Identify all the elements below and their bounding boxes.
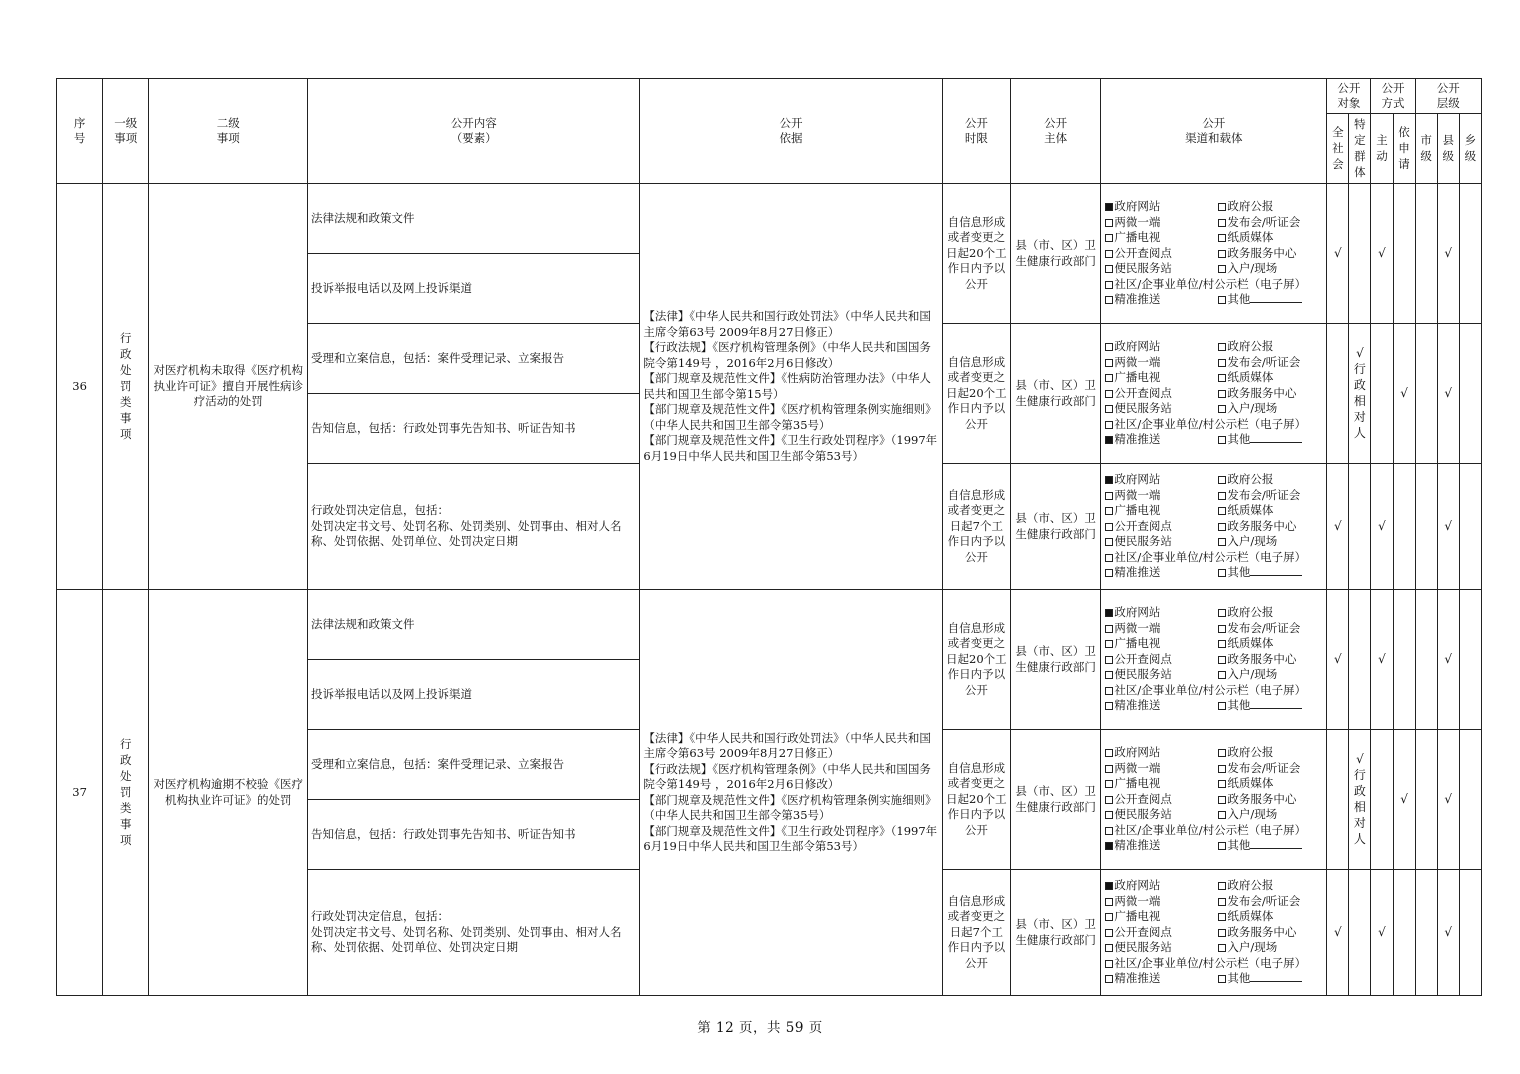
channel-cell — [1101, 464, 1327, 590]
checkbox-icon — [1105, 944, 1113, 952]
check-cell — [1459, 870, 1481, 996]
checkbox-icon — [1218, 374, 1226, 382]
header-level-town: 乡级 — [1464, 133, 1477, 164]
channel-option-gazette: 政府公报 — [1218, 878, 1323, 894]
check-cell — [1327, 464, 1349, 590]
checkbox-icon — [1218, 390, 1226, 398]
channel-option-wechat: 两微一端 — [1105, 761, 1218, 777]
checkbox-icon — [1105, 374, 1113, 382]
checkbox-icon — [1218, 569, 1226, 577]
channel-option-door: 入户/现场 — [1218, 940, 1323, 956]
channel-option-reading-point: 公开查阅点 — [1105, 652, 1218, 668]
checkbox-icon — [1218, 913, 1226, 921]
checkbox-icon — [1105, 811, 1113, 819]
header-subject: 公开 主体 — [1010, 79, 1100, 184]
checkbox-icon — [1218, 507, 1226, 515]
check-cell — [1437, 730, 1459, 870]
check-cell — [1327, 870, 1349, 996]
channel-option-gazette: 政府公报 — [1218, 745, 1323, 761]
checkbox-icon — [1218, 780, 1226, 788]
checkbox-icon — [1218, 640, 1226, 648]
content-cell: 受理和立案信息，包括：案件受理记录、立案报告 — [308, 324, 640, 394]
check-cell — [1415, 324, 1437, 464]
channel-option-door: 入户/现场 — [1218, 667, 1323, 683]
checkbox-icon — [1218, 975, 1226, 983]
check-cell — [1459, 730, 1481, 870]
channel-option-push: 精准推送 — [1105, 838, 1218, 854]
header-mode-active: 主动 — [1376, 133, 1388, 164]
table-row — [57, 184, 1482, 254]
check-mark: √ 行政相对人 — [1353, 346, 1366, 441]
check-cell — [1459, 324, 1481, 464]
channel-option-push: 精准推送 — [1105, 698, 1218, 714]
channel-option-convenience: 便民服务站 — [1105, 667, 1218, 683]
check-cell — [1393, 184, 1415, 324]
checkbox-icon — [1105, 219, 1113, 227]
channel-option-press: 发布会/听证会 — [1218, 488, 1323, 504]
channel-option-reading-point: 公开查阅点 — [1105, 925, 1218, 941]
checkbox-icon — [1105, 780, 1113, 788]
channel-option-convenience: 便民服务站 — [1105, 807, 1218, 823]
content-cell: 投诉举报电话以及网上投诉渠道 — [308, 254, 640, 324]
channel-option-other: 其他 — [1218, 838, 1323, 854]
checkbox-icon — [1105, 656, 1113, 664]
channel-option-service-center: 政务服务中心 — [1218, 246, 1323, 262]
checkbox-icon — [1218, 749, 1226, 757]
channel-option-broadcast: 广播电视 — [1105, 909, 1218, 925]
checkbox-icon — [1218, 405, 1226, 413]
check-cell — [1415, 464, 1437, 590]
channel-option-website: 政府网站 — [1105, 339, 1218, 355]
header-target: 公开 对象 — [1327, 79, 1371, 114]
channel-option-service-center: 政务服务中心 — [1218, 519, 1323, 535]
check-cell — [1459, 184, 1481, 324]
channel-option-reading-point: 公开查阅点 — [1105, 386, 1218, 402]
subject-cell: 县（市、区）卫生健康行政部门 — [1010, 590, 1100, 730]
content-cell: 行政处罚决定信息，包括： 处罚决定书文号、处罚名称、处罚类别、处罚事由、相对人名称、处罚依据、处罚单位、处罚决定日期 — [308, 464, 640, 590]
checkbox-icon — [1218, 343, 1226, 351]
check-mark: √ — [1378, 924, 1386, 939]
check-mark: √ — [1378, 245, 1386, 260]
channel-option-website: 政府网站 — [1105, 745, 1218, 761]
channel-option-gazette: 政府公报 — [1218, 472, 1323, 488]
checkbox-icon — [1218, 234, 1226, 242]
channel-option-other: 其他 — [1218, 565, 1323, 581]
header-content: 公开内容 （要素） — [308, 79, 640, 184]
channel-cell — [1101, 870, 1327, 996]
checkbox-icon — [1218, 929, 1226, 937]
channel-option-bulletin: 社区/企事业单位/村公示栏（电子屏） — [1105, 550, 1323, 566]
checkbox-icon — [1218, 882, 1226, 890]
channel-option-service-center: 政务服务中心 — [1218, 386, 1323, 402]
check-cell — [1371, 870, 1393, 996]
channel-option-press: 发布会/听证会 — [1218, 621, 1323, 637]
channel-option-paper: 纸质媒体 — [1218, 230, 1323, 246]
check-cell — [1371, 184, 1393, 324]
channel-option-broadcast: 广播电视 — [1105, 636, 1218, 652]
check-cell — [1371, 324, 1393, 464]
check-cell — [1393, 730, 1415, 870]
check-cell — [1393, 870, 1415, 996]
check-mark: √ — [1400, 385, 1408, 400]
channel-option-door: 入户/现场 — [1218, 807, 1323, 823]
checkbox-icon — [1218, 265, 1226, 273]
channel-option-other: 其他 — [1218, 971, 1323, 987]
check-cell — [1371, 464, 1393, 590]
check-cell — [1437, 464, 1459, 590]
checkbox-icon — [1105, 476, 1113, 484]
channel-option-press: 发布会/听证会 — [1218, 215, 1323, 231]
check-cell — [1437, 870, 1459, 996]
channel-option-door: 入户/现场 — [1218, 261, 1323, 277]
check-cell — [1349, 870, 1371, 996]
check-cell — [1437, 184, 1459, 324]
check-mark: √ — [1444, 791, 1453, 806]
channel-cell — [1101, 324, 1327, 464]
checkbox-icon — [1105, 569, 1113, 577]
channel-option-bulletin: 社区/企事业单位/村公示栏（电子屏） — [1105, 683, 1323, 699]
check-mark: √ — [1444, 924, 1453, 939]
check-cell — [1437, 324, 1459, 464]
checkbox-icon — [1105, 538, 1113, 546]
checkbox-icon — [1218, 359, 1226, 367]
checkbox-icon — [1218, 523, 1226, 531]
channel-option-wechat: 两微一端 — [1105, 894, 1218, 910]
channel-option-press: 发布会/听证会 — [1218, 894, 1323, 910]
item-seq: 37 — [57, 590, 103, 996]
checkbox-icon — [1105, 492, 1113, 500]
channel-option-wechat: 两微一端 — [1105, 215, 1218, 231]
checkbox-icon — [1105, 960, 1113, 968]
checkbox-icon — [1218, 203, 1226, 211]
channel-option-reading-point: 公开查阅点 — [1105, 792, 1218, 808]
channel-option-broadcast: 广播电视 — [1105, 776, 1218, 792]
checkbox-icon — [1105, 343, 1113, 351]
checkbox-icon — [1218, 765, 1226, 773]
channel-option-reading-point: 公开查阅点 — [1105, 246, 1218, 262]
checkbox-icon — [1105, 842, 1113, 850]
header-time: 公开 时限 — [942, 79, 1010, 184]
channel-option-gazette: 政府公报 — [1218, 605, 1323, 621]
header-mode-request: 依申请 — [1398, 125, 1410, 172]
check-cell — [1415, 590, 1437, 730]
check-cell — [1371, 730, 1393, 870]
subject-cell: 县（市、区）卫生健康行政部门 — [1010, 464, 1100, 590]
checkbox-icon — [1218, 492, 1226, 500]
subject-cell: 县（市、区）卫生健康行政部门 — [1010, 324, 1100, 464]
check-mark: √ — [1333, 245, 1342, 260]
channel-option-convenience: 便民服务站 — [1105, 534, 1218, 550]
check-cell — [1327, 184, 1349, 324]
check-mark: √ 行政相对人 — [1353, 752, 1366, 847]
item-level1: 行政处罚类事项 — [120, 737, 132, 848]
header-level-city: 市级 — [1420, 133, 1432, 164]
channel-option-paper: 纸质媒体 — [1218, 370, 1323, 386]
channel-options — [1104, 878, 1323, 987]
channel-option-wechat: 两微一端 — [1105, 355, 1218, 371]
channel-option-paper: 纸质媒体 — [1218, 776, 1323, 792]
checkbox-icon — [1218, 625, 1226, 633]
check-cell — [1327, 324, 1349, 464]
check-mark: √ — [1333, 518, 1342, 533]
channel-option-other: 其他 — [1218, 432, 1323, 448]
subject-cell: 县（市、区）卫生健康行政部门 — [1010, 730, 1100, 870]
channel-option-convenience: 便民服务站 — [1105, 401, 1218, 417]
checkbox-icon — [1105, 687, 1113, 695]
time-cell: 自信息形成或者变更之日起7个工作日内予以公开 — [942, 464, 1010, 590]
channel-option-push: 精准推送 — [1105, 565, 1218, 581]
item-level1: 行政处罚类事项 — [120, 331, 132, 442]
item-level2: 对医疗机构未取得《医疗机构执业许可证》擅自开展性病诊疗活动的处罚 — [149, 184, 308, 590]
checkbox-icon — [1105, 507, 1113, 515]
channel-options — [1104, 745, 1323, 854]
checkbox-icon — [1218, 702, 1226, 710]
checkbox-icon — [1105, 390, 1113, 398]
disclosure-table — [56, 78, 1482, 996]
checkbox-icon — [1218, 811, 1226, 819]
header-target-all: 全社会 — [1332, 125, 1344, 172]
channel-option-reading-point: 公开查阅点 — [1105, 519, 1218, 535]
channel-options — [1104, 199, 1323, 308]
checkbox-icon — [1105, 827, 1113, 835]
check-cell — [1415, 870, 1437, 996]
channel-option-push: 精准推送 — [1105, 971, 1218, 987]
channel-option-service-center: 政务服务中心 — [1218, 925, 1323, 941]
basis-cell: 【法律】《中华人民共和国行政处罚法》（中华人民共和国主席令第63号 2009年8月27日修正） 【行政法规】《医疗机构管理条例》（中华人民共和国国务院令第149号 ，2016年2月6日修改） 【部门规章及规范性文件】《医疗机构管理条例实施细则》（中华人民共和国卫生部令第35号） 【部门规章及规范性文件】《卫生行政处罚程序》（1997年6月19日中华人民共和国卫生部令第53号） — [640, 590, 942, 996]
checkbox-icon — [1218, 436, 1226, 444]
content-cell: 告知信息，包括：行政处罚事先告知书、听证告知书 — [308, 800, 640, 870]
channel-option-press: 发布会/听证会 — [1218, 355, 1323, 371]
checkbox-icon — [1105, 625, 1113, 633]
page-footer: 第 12 页，共 59 页 — [697, 1020, 823, 1036]
checkbox-icon — [1218, 842, 1226, 850]
checkbox-icon — [1105, 436, 1113, 444]
check-cell — [1349, 464, 1371, 590]
channel-option-gazette: 政府公报 — [1218, 339, 1323, 355]
checkbox-icon — [1218, 296, 1226, 304]
checkbox-icon — [1218, 671, 1226, 679]
time-cell: 自信息形成或者变更之日起20个工作日内予以公开 — [942, 184, 1010, 324]
channel-option-bulletin: 社区/企事业单位/村公示栏（电子屏） — [1105, 956, 1323, 972]
time-cell: 自信息形成或者变更之日起20个工作日内予以公开 — [942, 730, 1010, 870]
check-cell — [1327, 730, 1349, 870]
channel-cell — [1101, 590, 1327, 730]
channel-option-paper: 纸质媒体 — [1218, 503, 1323, 519]
check-mark: √ — [1444, 518, 1453, 533]
checkbox-icon — [1105, 882, 1113, 890]
checkbox-icon — [1105, 359, 1113, 367]
check-cell — [1459, 590, 1481, 730]
checkbox-icon — [1105, 640, 1113, 648]
channel-option-service-center: 政务服务中心 — [1218, 792, 1323, 808]
check-cell — [1415, 730, 1437, 870]
channel-option-door: 入户/现场 — [1218, 401, 1323, 417]
channel-cell — [1101, 184, 1327, 324]
check-cell — [1349, 324, 1371, 464]
checkbox-icon — [1105, 554, 1113, 562]
checkbox-icon — [1218, 944, 1226, 952]
check-cell — [1437, 590, 1459, 730]
channel-option-other: 其他 — [1218, 698, 1323, 714]
checkbox-icon — [1105, 203, 1113, 211]
check-cell — [1371, 590, 1393, 730]
checkbox-icon — [1218, 250, 1226, 258]
channel-options — [1104, 472, 1323, 581]
time-cell: 自信息形成或者变更之日起20个工作日内予以公开 — [942, 590, 1010, 730]
checkbox-icon — [1105, 796, 1113, 804]
channel-option-website: 政府网站 — [1105, 878, 1218, 894]
time-cell: 自信息形成或者变更之日起7个工作日内予以公开 — [942, 870, 1010, 996]
check-mark: √ — [1333, 651, 1342, 666]
check-mark: √ — [1378, 518, 1386, 533]
checkbox-icon — [1105, 702, 1113, 710]
checkbox-icon — [1218, 796, 1226, 804]
time-cell: 自信息形成或者变更之日起20个工作日内予以公开 — [942, 324, 1010, 464]
header-basis: 公开 依据 — [640, 79, 942, 184]
content-cell: 告知信息，包括：行政处罚事先告知书、听证告知书 — [308, 394, 640, 464]
checkbox-icon — [1105, 765, 1113, 773]
check-cell — [1349, 590, 1371, 730]
checkbox-icon — [1218, 538, 1226, 546]
check-cell — [1459, 464, 1481, 590]
channel-option-broadcast: 广播电视 — [1105, 230, 1218, 246]
check-mark: √ — [1333, 924, 1342, 939]
channel-option-other: 其他 — [1218, 292, 1323, 308]
header-seq: 序 号 — [57, 79, 103, 184]
header-level1: 一级 事项 — [103, 79, 149, 184]
channel-cell — [1101, 730, 1327, 870]
check-cell — [1415, 184, 1437, 324]
content-cell: 法律法规和政策文件 — [308, 590, 640, 660]
checkbox-icon — [1105, 405, 1113, 413]
content-cell: 受理和立案信息，包括：案件受理记录、立案报告 — [308, 730, 640, 800]
channel-option-bulletin: 社区/企事业单位/村公示栏（电子屏） — [1105, 823, 1323, 839]
channel-option-convenience: 便民服务站 — [1105, 940, 1218, 956]
channel-option-convenience: 便民服务站 — [1105, 261, 1218, 277]
header-target-specific: 特定群体 — [1354, 117, 1366, 180]
checkbox-icon — [1218, 476, 1226, 484]
channel-option-paper: 纸质媒体 — [1218, 909, 1323, 925]
channel-option-broadcast: 广播电视 — [1105, 503, 1218, 519]
checkbox-icon — [1105, 296, 1113, 304]
header-level2: 二级 事项 — [149, 79, 308, 184]
table-row — [57, 590, 1482, 660]
check-cell — [1327, 590, 1349, 730]
checkbox-icon — [1105, 281, 1113, 289]
basis-cell: 【法律】《中华人民共和国行政处罚法》（中华人民共和国主席令第63号 2009年8月27日修正） 【行政法规】《医疗机构管理条例》（中华人民共和国国务院令第149号 ，2016年2月6日修改） 【部门规章及规范性文件】《性病防治管理办法》（中华人民共和国卫生部令第15号） 【部门规章及规范性文件】《医疗机构管理条例实施细则》（中华人民共和国卫生部令第35号） 【部门规章及规范性文件】《卫生行政处罚程序》（1997年6月19日中华人民共和国卫生部令第53号） — [640, 184, 942, 590]
channel-option-bulletin: 社区/企事业单位/村公示栏（电子屏） — [1105, 277, 1323, 293]
checkbox-icon — [1218, 609, 1226, 617]
check-cell — [1393, 590, 1415, 730]
check-mark: √ — [1444, 245, 1453, 260]
check-cell — [1393, 324, 1415, 464]
channel-option-broadcast: 广播电视 — [1105, 370, 1218, 386]
checkbox-icon — [1105, 749, 1113, 757]
channel-option-service-center: 政务服务中心 — [1218, 652, 1323, 668]
item-seq: 36 — [57, 184, 103, 590]
channel-option-push: 精准推送 — [1105, 432, 1218, 448]
check-mark: √ — [1400, 791, 1408, 806]
check-mark: √ — [1444, 385, 1453, 400]
checkbox-icon — [1105, 913, 1113, 921]
channel-option-website: 政府网站 — [1105, 605, 1218, 621]
checkbox-icon — [1105, 975, 1113, 983]
check-mark: √ — [1378, 651, 1386, 666]
checkbox-icon — [1218, 898, 1226, 906]
channel-options — [1104, 339, 1323, 448]
checkbox-icon — [1218, 219, 1226, 227]
content-cell: 法律法规和政策文件 — [308, 184, 640, 254]
check-cell — [1349, 184, 1371, 324]
channel-option-bulletin: 社区/企事业单位/村公示栏（电子屏） — [1105, 417, 1323, 433]
checkbox-icon — [1105, 250, 1113, 258]
check-cell — [1393, 464, 1415, 590]
content-cell: 行政处罚决定信息，包括： 处罚决定书文号、处罚名称、处罚类别、处罚事由、相对人名称、处罚依据、处罚单位、处罚决定日期 — [308, 870, 640, 996]
checkbox-icon — [1105, 523, 1113, 531]
checkbox-icon — [1105, 929, 1113, 937]
channel-option-wechat: 两微一端 — [1105, 621, 1218, 637]
checkbox-icon — [1105, 671, 1113, 679]
content-cell: 投诉举报电话以及网上投诉渠道 — [308, 660, 640, 730]
header-channel: 公开 渠道和载体 — [1101, 79, 1327, 184]
channel-option-website: 政府网站 — [1105, 472, 1218, 488]
channel-options — [1104, 605, 1323, 714]
channel-option-door: 入户/现场 — [1218, 534, 1323, 550]
subject-cell: 县（市、区）卫生健康行政部门 — [1010, 184, 1100, 324]
channel-option-paper: 纸质媒体 — [1218, 636, 1323, 652]
channel-option-press: 发布会/听证会 — [1218, 761, 1323, 777]
checkbox-icon — [1105, 265, 1113, 273]
channel-option-gazette: 政府公报 — [1218, 199, 1323, 215]
checkbox-icon — [1105, 234, 1113, 242]
checkbox-icon — [1218, 656, 1226, 664]
header-level-county: 县级 — [1442, 133, 1454, 164]
item-level2: 对医疗机构逾期不校验《医疗机构执业许可证》的处罚 — [149, 590, 308, 996]
channel-option-wechat: 两微一端 — [1105, 488, 1218, 504]
header-level: 公开 层级 — [1415, 79, 1481, 114]
subject-cell: 县（市、区）卫生健康行政部门 — [1010, 870, 1100, 996]
header-mode: 公开 方式 — [1371, 79, 1415, 114]
channel-option-push: 精准推送 — [1105, 292, 1218, 308]
checkbox-icon — [1105, 421, 1113, 429]
checkbox-icon — [1105, 898, 1113, 906]
channel-option-website: 政府网站 — [1105, 199, 1218, 215]
check-cell — [1349, 730, 1371, 870]
check-mark: √ — [1444, 651, 1453, 666]
checkbox-icon — [1105, 609, 1113, 617]
